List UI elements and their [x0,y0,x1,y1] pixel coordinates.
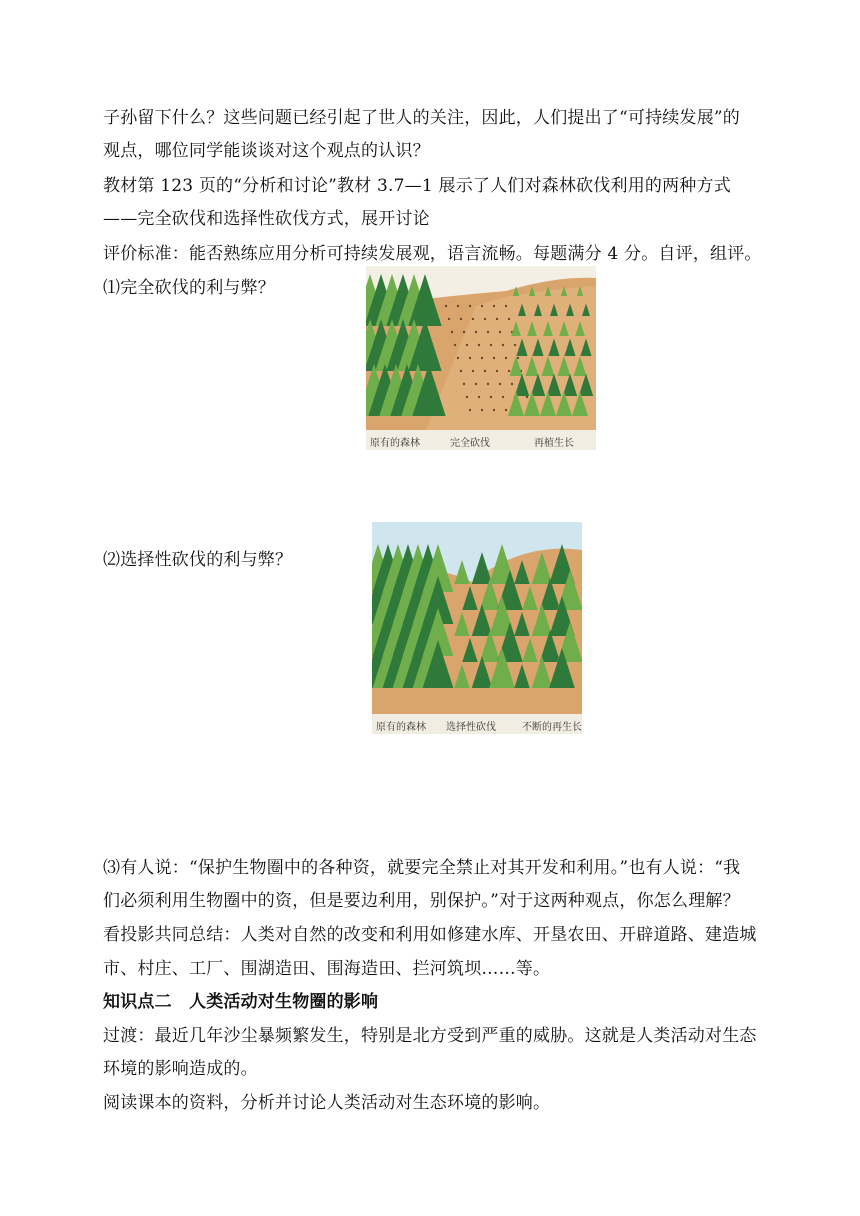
stump-mark [490,396,492,398]
text-line: 子孙留下什么？这些问题已经引起了世人的关注，因此，人们提出了“可持续发展”的 [103,108,740,128]
stump-mark [475,383,477,385]
stump-mark [472,370,474,372]
stump-mark [481,357,483,359]
text-line: 们必须利用生物圈中的资，但是要边利用，别保护。”对于这两种观点，你怎么理解？ [103,891,740,911]
stump-mark [502,344,504,346]
question-1: ⑴完全砍伐的利与弊？ [103,278,275,298]
selective-cutting-scene [372,522,582,714]
stump-mark [499,383,501,385]
stump-mark [493,357,495,359]
stump-mark [463,383,465,385]
stump-mark [463,331,465,333]
clear-cutting-scene [366,266,596,430]
stump-mark [469,409,471,411]
text-line: 教材第 123 页的“分析和讨论”教材 3.7—1 展示了人们对森林砍伐利用的两种方式 [103,176,731,196]
stump-mark [496,370,498,372]
clear-cutting-illustration [366,266,596,450]
stump-mark [481,409,483,411]
stump-mark [499,331,501,333]
stump-mark [511,383,513,385]
figure-caption-row [372,714,582,734]
text-line: ——完全砍伐和选择性砍伐方式，展开讨论 [103,209,430,229]
stump-mark [493,305,495,307]
stump-mark [466,396,468,398]
stump-mark [487,331,489,333]
stump-mark [493,409,495,411]
caption-continuous-regrowth: 不断的再生长 [522,722,582,733]
caption-selective-cut: 选择性砍伐 [446,722,496,733]
stump-mark [484,370,486,372]
text-line: 评价标准：能否熟练应用分析可持续发展观，语言流畅。每题满分 4 分。自评，组评。 [103,244,762,264]
stump-mark [451,331,453,333]
stump-mark [460,318,462,320]
stump-mark [472,318,474,320]
stump-mark [484,318,486,320]
stump-mark [460,370,462,372]
stump-mark [481,305,483,307]
selective-cutting-illustration [372,522,582,734]
stump-mark [496,318,498,320]
caption-original-forest: 原有的森林 [376,722,426,733]
stump-mark [508,370,510,372]
question-3: ⑶有人说：“保护生物圈中的各种资，就要完全禁止对其开发和利用。”也有人说：“我 [103,858,741,878]
text-line: 市、村庄、工厂、围湖造田、围海造田、拦河筑坝……等。 [103,959,551,979]
stump-mark [526,396,528,398]
stump-mark [514,344,516,346]
caption-regrowth: 再植生长 [534,438,574,449]
stump-mark [487,383,489,385]
stump-mark [505,305,507,307]
stump-mark [478,344,480,346]
stump-mark [469,357,471,359]
stump-mark [490,344,492,346]
stump-mark [448,318,450,320]
stump-mark [502,396,504,398]
text-line: 阅读课本的资料，分析并讨论人类活动对生态环境的影响。 [103,1093,551,1113]
text-line: 过渡：最近几年沙尘暴频繁发生，特别是北方受到严重的威胁。这就是人类活动对生态 [103,1026,757,1046]
caption-clear-cut: 完全砍伐 [450,438,490,449]
stump-mark [505,357,507,359]
stump-mark [517,357,519,359]
stump-mark [469,305,471,307]
stump-mark [445,305,447,307]
question-2: ⑵选择性砍伐的利与弊？ [103,550,293,570]
stump-mark [508,318,510,320]
stump-mark [505,409,507,411]
stump-mark [466,344,468,346]
text-line: 观点，哪位同学能谈谈对这个观点的认识？ [103,141,430,161]
stump-mark [457,305,459,307]
figure-caption-row [366,430,596,450]
text-line: 看投影共同总结：人类对自然的改变和利用如修建水库、开垦农田、开辟道路、建造城 [103,925,757,945]
section-heading: 知识点二 人类活动对生物圈的影响 [103,992,379,1012]
stump-mark [454,344,456,346]
stump-mark [457,357,459,359]
stump-mark [475,331,477,333]
stump-mark [478,396,480,398]
caption-original-forest: 原有的森林 [370,438,420,449]
text-line: 环境的影响造成的。 [103,1059,258,1079]
